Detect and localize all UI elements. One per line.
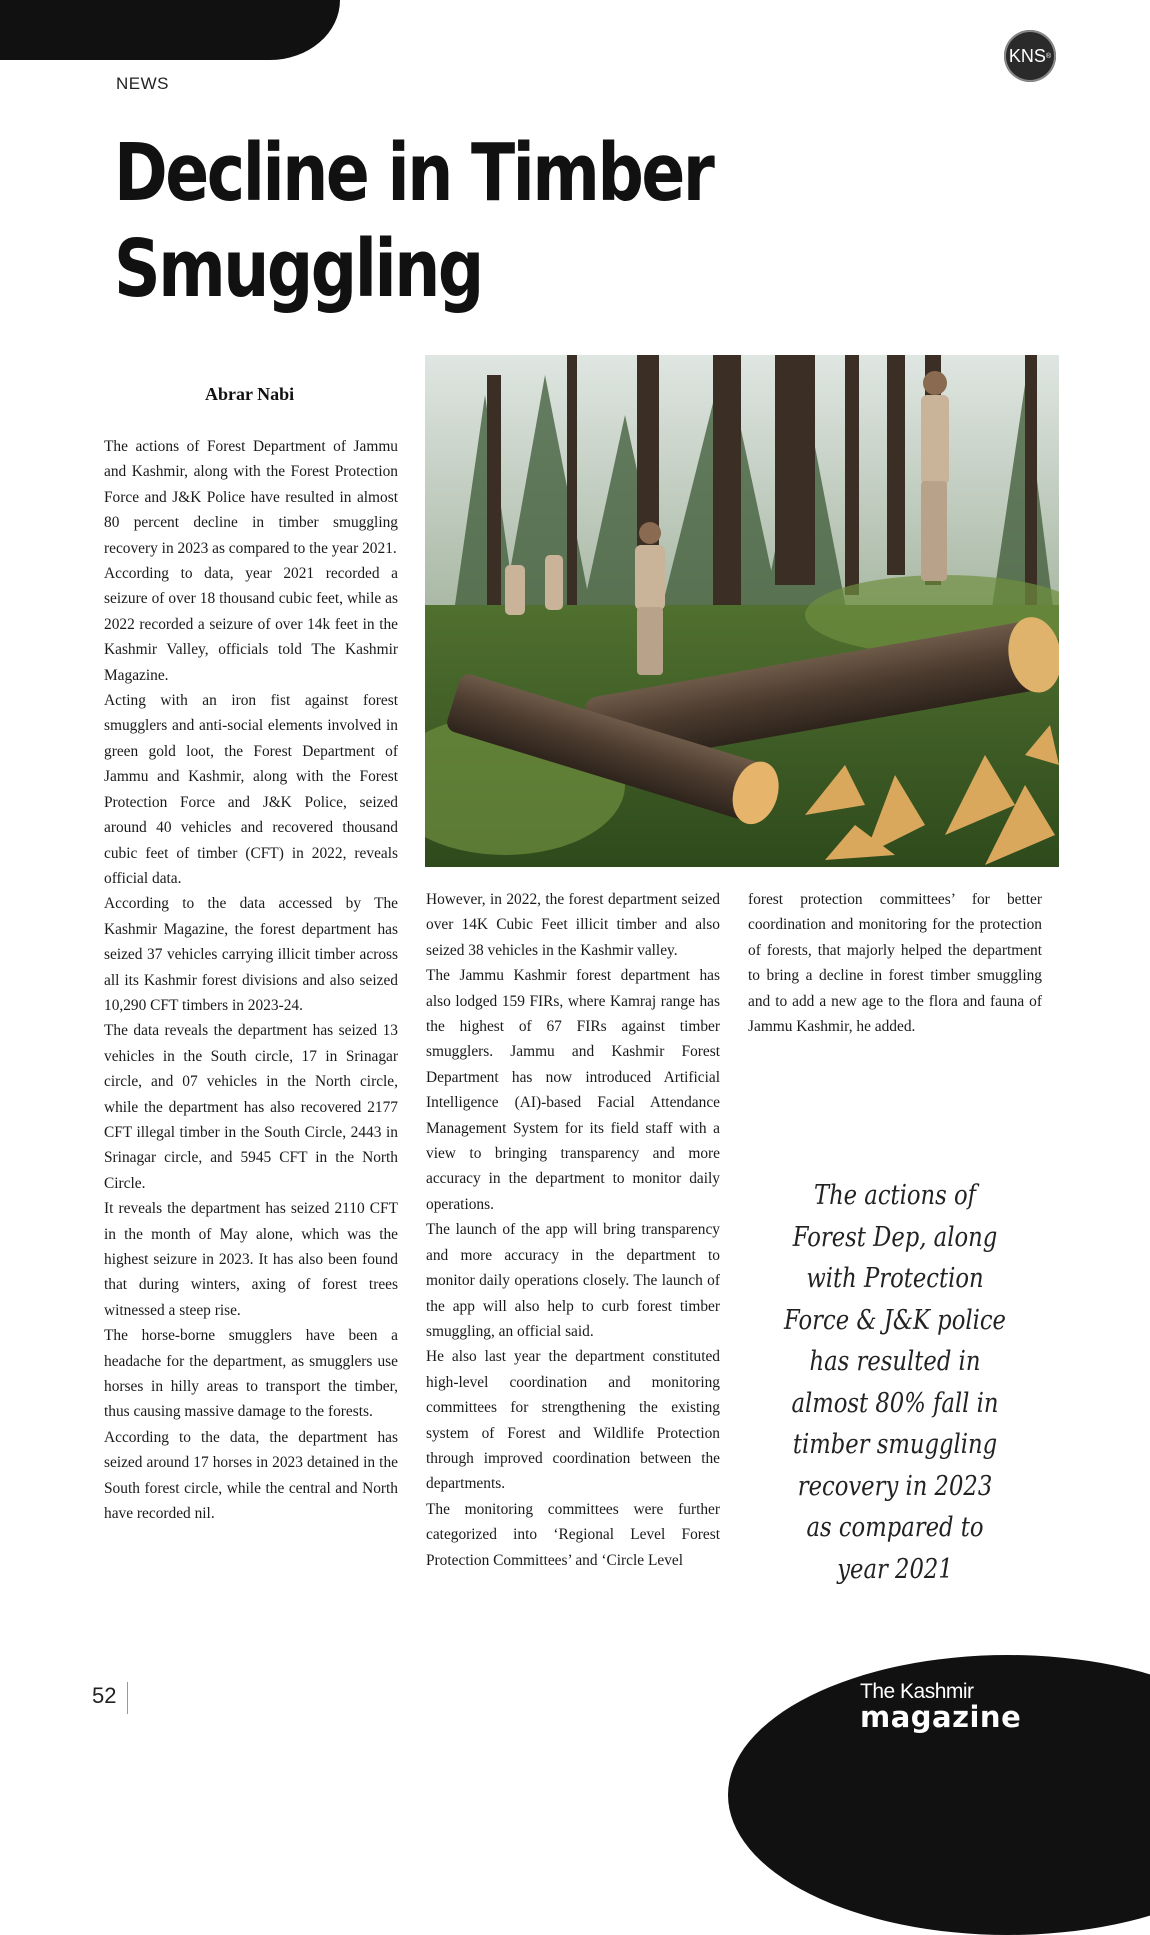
paragraph: The data reveals the department has seized 13 vehicles in the South circle, 17 in Srinagar circle, and 07 vehicles in the North circle, while the department has also recovered 2177 CFT illegal timber in the South Circle, 2443 in Srinagar circle, and 5945 CFT in the North Circle. (104, 1022, 398, 1192)
kns-logo-text: KNS (1008, 45, 1046, 66)
forest-photo (425, 355, 1059, 867)
paragraph: He also last year the department constituted high-level coordination and monitoring committees for strengthening the existing system of Forest and Wildlife Protection through improved coordination between the departments. (426, 1348, 720, 1493)
pull-quote: The actions of Forest Dep, along with Protection Force & J&K police has resulted in almost 80% fall in timber smuggling recovery in 2023 as compared to year 2021 (784, 1180, 1006, 1585)
paragraph: Acting with an iron fist against forest smugglers and anti-social elements involved in green gold loot, the Forest Department of Jammu and Kashmir, along with the Forest Protection Force and J&K Police, seized around 40 vehicles and recovered thousand cubic feet of timber (CFT) in 2022, reveals official data. (104, 692, 398, 887)
paragraph: It reveals the department has seized 2110 CFT in the month of May alone, which was the highest seizure in 2023. It has also been found that during winters, axing of forest trees witnessed a steep rise. (104, 1200, 398, 1319)
header-tab (0, 0, 340, 60)
paragraph: According to data, year 2021 recorded a seizure of over 18 thousand cubic feet, while as 2022 recorded a seizure of over 14k feet in the Kashmir Valley, officials told The Kashmir Magazine. (104, 565, 398, 684)
paragraph: forest protection committees’ for better coordination and monitoring for the protection of forests, that majorly helped the department to bring a decline in forest timber smuggling and to add a new age to the flora and fauna of Jammu Kashmir, he added. (748, 891, 1042, 1036)
article-title (114, 125, 737, 317)
section-label: NEWS (116, 74, 169, 93)
paragraph: According to the data, the department has seized around 17 horses in 2023 detained in the South forest circle, while the central and North have recorded nil. (104, 1428, 398, 1523)
article-column-2 (426, 887, 720, 1573)
author-byline: Abrar Nabi (205, 384, 295, 404)
paragraph: The horse-borne smugglers have been a headache for the department, as smugglers use horses in hilly areas to transport the timber, thus causing massive damage to the forests. (104, 1327, 398, 1421)
article-column-3 (748, 887, 1042, 1039)
title-line-1: Decline in Timber (114, 127, 713, 219)
title-line-2: Smuggling (114, 223, 482, 315)
paragraph: The launch of the app will bring transparency and more accuracy in the department to monitor daily operations closely. The launch of the app will also help to curb forest timber smuggling, an official said. (426, 1221, 720, 1340)
article-column-1 (104, 434, 398, 1526)
brand-line-2: magazine (860, 1700, 1022, 1734)
paragraph: The actions of Forest Department of Jammu and Kashmir, along with the Forest Protection Force and J&K Police have resulted in almost 80 percent decline in timber smuggling recovery in 2023 as compared to the year 2021. (104, 438, 398, 557)
brand-line-1: The Kashmir (860, 1680, 974, 1703)
page-number-divider (127, 1682, 128, 1714)
paragraph: The Jammu Kashmir forest department has also lodged 159 FIRs, where Kamraj range has the highest of 67 FIRs against timber smugglers. Jammu and Kashmir Forest Department has now introduced Artificial Intelligence (AI)-based Facial Attendance Management System for its field staff with a view to bringing transparency and more accuracy in the department to monitor daily operations. (426, 967, 720, 1213)
paragraph: According to the data accessed by The Kashmir Magazine, the forest department has seized 37 vehicles carrying illicit timber across all its Kashmir forest divisions and also seized 10,290 CFT timbers in 2023-24. (104, 895, 398, 1014)
paragraph: However, in 2022, the forest department seized over 14K Cubic Feet illicit timber and also seized 38 vehicles in the Kashmir valley. (426, 891, 720, 959)
magazine-logo (860, 1680, 1021, 1734)
kns-logo: KNS ® (1004, 30, 1056, 82)
page-number: 52 (92, 1683, 117, 1708)
paragraph: The monitoring committees were further categorized into ‘Regional Level Forest Protection Committees’ and ‘Circle Level (426, 1500, 720, 1569)
